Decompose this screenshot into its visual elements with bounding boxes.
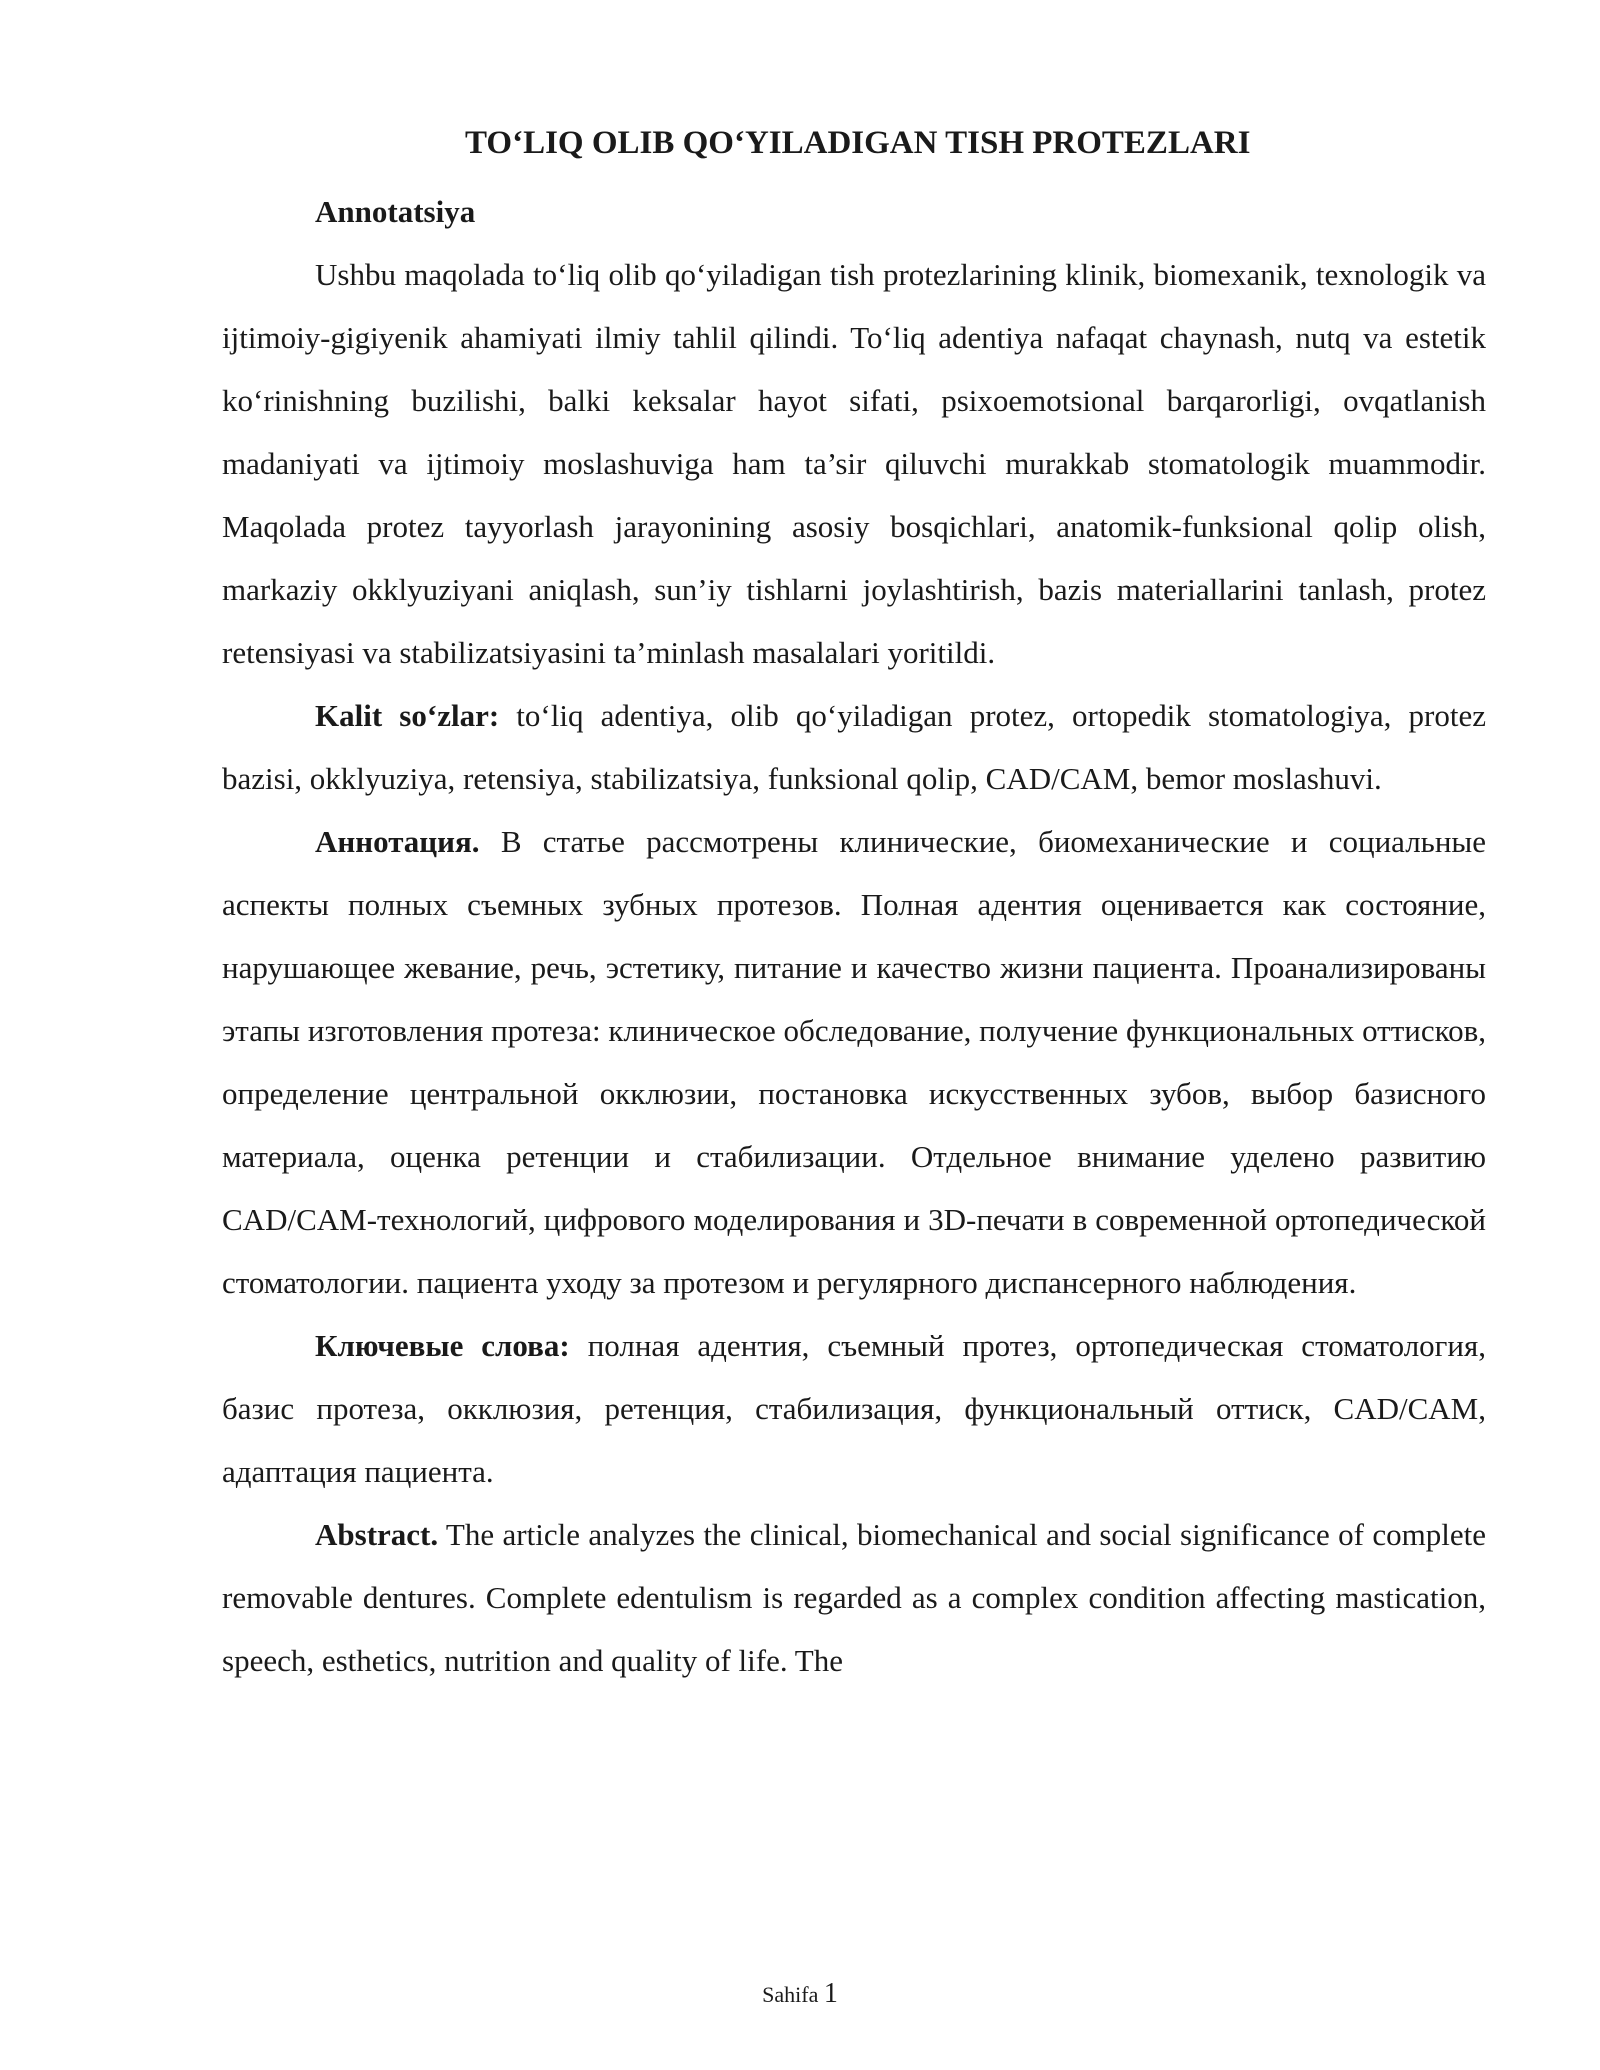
footer-label: Sahifa [762, 1982, 824, 2007]
document-page [222, 120, 1486, 1692]
keywords-uz-text: to‘liq adentiya, olib qo‘yiladigan protez, ortopedik stomatologiya, protez bazisi, okklyuziya, retensiya, stabilizatsiya, funksional qolip, CAD/CAM, bemor moslashuvi. [222, 698, 1486, 797]
annotation-heading: Annotatsiya [315, 194, 476, 230]
keywords-ru-label: Ключевые слова: [315, 1328, 570, 1364]
keywords-uz-label: Kalit so‘zlar: [315, 698, 500, 734]
page-footer [0, 1978, 1600, 2010]
abstract-en-paragraph [222, 1503, 1486, 1692]
keywords-ru-paragraph [222, 1314, 1486, 1503]
annotation-ru-text: В статье рассмотрены клинические, биомеханические и социальные аспекты полных съемных зубных протезов. Полная адентия оценивается как состояние, нарушающее жевание, речь, эстетику, питание и качество жизни пациента. Проанализированы этапы изготовления протеза: клиническое обследование, получение функциональных оттисков, определение центральной окклюзии, постановка искусственных зубов, выбор базисного материала, оценка ретенции и стабилизации. Отдельное внимание уделено развитию CAD/CAM-технологий, цифрового моделирования и 3D-печати в современной ортопедической стоматологии. пациента уходу за протезом и регулярного диспансерного наблюдения. [222, 824, 1486, 1301]
keywords-ru-text: полная адентия, съемный протез, ортопедическая стоматология, базис протеза, окклюзия, ретенция, стабилизация, функциональный оттиск, CAD/CAM, адаптация пациента. [222, 1328, 1486, 1490]
annotation-ru-label: Аннотация. [315, 824, 480, 860]
page-number: 1 [823, 1978, 838, 2009]
annotation-ru-paragraph [222, 810, 1486, 1314]
keywords-uz-paragraph [222, 684, 1486, 810]
abstract-en-label: Abstract. [315, 1517, 439, 1553]
abstract-en-text: The article analyzes the clinical, biomechanical and social significance of complete removable dentures. Complete edentulism is regarded as a complex condition affecting mastication, speech, esthetics, nutrition and quality of life. The [222, 1517, 1486, 1679]
document-title: TO‘LIQ OLIB QO‘YILADIGAN TISH PROTEZLARI [465, 125, 1251, 161]
annotation-uz-paragraph: Ushbu maqolada to‘liq olib qo‘yiladigan tish protezlarining klinik, biomexanik, texnologik va ijtimoiy-gigiyenik ahamiyati ilmiy tahlil qilindi. To‘liq adentiya nafaqat chaynash, nutq va estetik ko‘rinishning buzilishi, balki keksalar hayot sifati, psixoemotsional barqarorligi, ovqatlanish madaniyati va ijtimoiy moslashuviga ham ta’sir qiluvchi murakkab stomatologik muammodir. Maqolada protez tayyorlash jarayonining asosiy bosqichlari, anatomik-funksional qolip olish, markaziy okklyuziyani aniqlash, sun’iy tishlarni joylashtirish, bazis materiallarini tanlash, protez retensiyasi va stabilizatsiyasini ta’minlash masalalari yoritildi. [222, 257, 1486, 671]
